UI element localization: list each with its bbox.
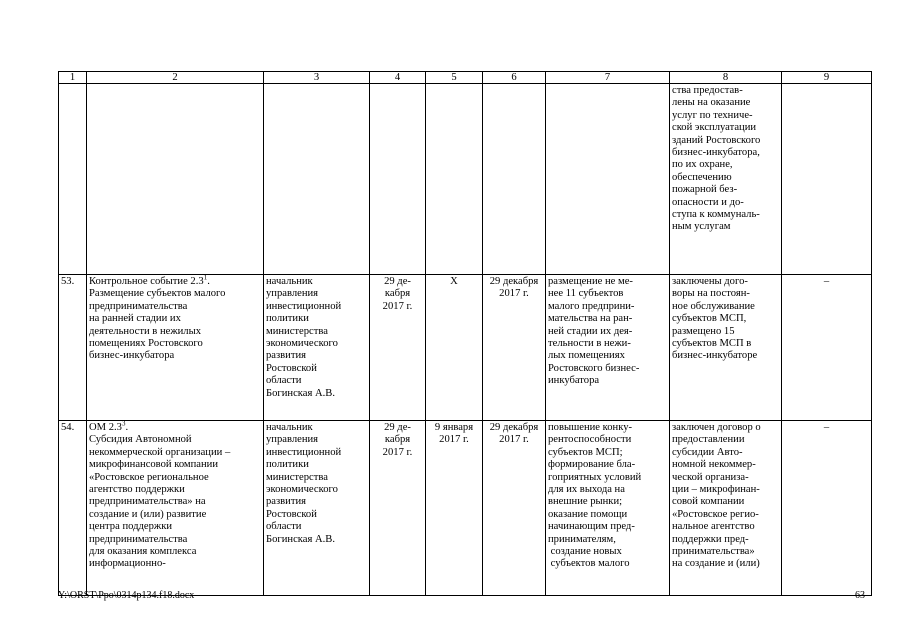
cell-line: X: [450, 276, 458, 287]
cell-line: бизнес-инкубаторе: [672, 350, 758, 362]
cell-note: –: [782, 275, 872, 421]
cell-line: воры на постоян-: [672, 288, 750, 300]
cell-line: на создание и (или): [672, 558, 760, 570]
cell-line: пожарной без-: [672, 184, 738, 196]
table-row-54: [59, 421, 872, 596]
cell-line: ное обслуживание: [672, 300, 755, 312]
cell-line: инвестиционной: [266, 446, 342, 458]
cell-line: 2017 г.: [499, 434, 529, 446]
cell-line: совой компании: [672, 496, 745, 508]
cell-line: субсидии Авто-: [672, 446, 743, 458]
cell-start-date: [426, 275, 483, 421]
cell-line: предпринимательства: [89, 533, 188, 545]
cell-plan-date: [370, 275, 426, 421]
cell-line: обеспечению: [672, 171, 732, 183]
cell-line: управления: [266, 434, 319, 446]
cell-line: политики: [266, 313, 309, 325]
cell-line: ным услугам: [672, 221, 731, 233]
cell-num: [59, 84, 87, 275]
cell-line: лых помещениях: [548, 350, 625, 362]
cell-line: кабря: [384, 288, 411, 300]
cell-line: Богинская А.В.: [266, 533, 335, 545]
cell-expected-result: [546, 84, 670, 275]
cell-line: экономического: [266, 484, 338, 496]
cell-actual-result: [670, 275, 782, 421]
cell-line: 29 де-: [384, 422, 411, 433]
cell-line: рентоспособности: [548, 434, 632, 446]
cell-line: начинающим пред-: [548, 521, 635, 533]
cell-line: инвестиционной: [266, 300, 342, 312]
cell-line: услуг по техниче-: [672, 109, 753, 121]
cell-expected-result: [546, 275, 670, 421]
cell-line: внешние рынки;: [548, 496, 623, 508]
page-number: 63: [855, 590, 865, 601]
cell-line: начальник: [266, 422, 313, 433]
cell-line: агентство поддержки: [89, 484, 185, 496]
cell-line: создание новых: [548, 546, 622, 558]
cell-line: 29 декабря: [489, 422, 539, 433]
cell-line: бизнес-инкубатора,: [672, 147, 760, 159]
header-cell: 8: [670, 72, 782, 84]
cell-line: размещение не ме-: [548, 276, 633, 287]
cell-actual-result: [670, 84, 782, 275]
cell-line: некоммерческой организации –: [89, 446, 231, 458]
cell-line: субъектов малого: [548, 558, 630, 570]
cell-line: помещениях Ростовского: [89, 338, 203, 350]
cell-line: принимателям,: [548, 533, 616, 545]
cell-line: формирование бла-: [548, 459, 636, 471]
table-row-53: [59, 275, 872, 421]
cell-line: размещено 15: [672, 325, 735, 337]
cell-line: заключены дого-: [672, 276, 748, 287]
cell-line: ступа к коммуналь-: [672, 209, 760, 221]
cell-end-date: [483, 84, 546, 275]
cell-plan-date: [370, 84, 426, 275]
event-description: [89, 434, 261, 570]
cell-line: развития: [266, 350, 307, 362]
cell-line: бизнес-инкубатора: [89, 350, 175, 362]
cell-line: поддержки пред-: [672, 533, 749, 545]
cell-line: «Ростовское региональное: [89, 471, 209, 483]
cell-line: 29 де-: [384, 276, 411, 287]
event-title: Контрольное событие $2.3^1$.: [89, 274, 210, 287]
cell-line: создание и (или) развитие: [89, 508, 207, 520]
cell-line: субъектов МСП;: [548, 446, 623, 458]
cell-line: Ростовской: [266, 508, 317, 520]
column-number-row: [59, 72, 872, 84]
cell-line: предпринимательства» на: [89, 496, 206, 508]
event-title: ОМ $2.3^3$.: [89, 420, 129, 433]
cell-line: нальное агентство: [672, 521, 755, 533]
header-cell: 4: [370, 72, 426, 84]
row-number: 53.: [59, 275, 87, 421]
cell-line: начальник: [266, 276, 313, 287]
cell-line: тельности в нежи-: [548, 338, 631, 350]
cell-line: принимательства»: [672, 546, 755, 558]
cell-responsible: [264, 275, 370, 421]
cell-line: Ростовской: [266, 362, 317, 374]
cell-end-date: [483, 421, 546, 596]
cell-line: Субсидия Автономной: [89, 434, 192, 446]
cell-line: на ранней стадии их: [89, 313, 181, 325]
cell-line: субъектов МСП,: [672, 313, 747, 325]
header-cell: 3: [264, 72, 370, 84]
cell-line: Ростовского бизнес-: [548, 362, 640, 374]
cell-line: развития: [266, 496, 307, 508]
cell-line: предоставлении: [672, 434, 745, 446]
cell-line: Богинская А.В.: [266, 387, 335, 399]
header-cell: 7: [546, 72, 670, 84]
cell-line: по их охране,: [672, 159, 733, 171]
cell-line: нее 11 субъектов: [548, 288, 624, 300]
cell-event: [87, 84, 264, 275]
cell-line: министерства: [266, 471, 328, 483]
cell-line: оказание помощи: [548, 508, 628, 520]
header-cell: 1: [59, 72, 87, 84]
cell-start-date: [426, 84, 483, 275]
cell-line: центра поддержки: [89, 521, 173, 533]
cell-line: номной некоммер-: [672, 459, 756, 471]
cell-line: деятельности в нежилых: [89, 325, 202, 337]
table-row-continuation: [59, 84, 872, 275]
cell-event: [87, 421, 264, 596]
cell-line: области: [266, 375, 302, 387]
cell-line: 9 января: [434, 422, 474, 433]
cell-line: 2017 г.: [382, 300, 413, 312]
cell-line: малого предприни-: [548, 300, 635, 312]
header-cell: 2: [87, 72, 264, 84]
cell-line: предпринимательства: [89, 300, 188, 312]
cell-end-date: [483, 275, 546, 421]
cell-line: инкубатора: [548, 375, 600, 387]
event-description: [89, 288, 261, 362]
cell-line: кабря: [384, 434, 411, 446]
cell-line: зданий Ростовского: [672, 134, 761, 146]
cell-line: гоприятных условий: [548, 471, 642, 483]
cell-responsible: [264, 84, 370, 275]
cell-line: ции – микрофинан-: [672, 484, 760, 496]
cell-line: экономического: [266, 338, 338, 350]
cell-line: ней стадии их дея-: [548, 325, 633, 337]
cell-line: для их выхода на: [548, 484, 625, 496]
row-number: 54.: [59, 421, 87, 596]
cell-line: управления: [266, 288, 319, 300]
cell-line: мательства на ран-: [548, 313, 633, 325]
cell-start-date: [426, 421, 483, 596]
cell-line: ческой организа-: [672, 471, 749, 483]
cell-line: политики: [266, 459, 309, 471]
cell-line: ской эксплуатации: [672, 122, 757, 134]
cell-line: субъектов МСП в: [672, 338, 752, 350]
plan-table: [58, 71, 872, 596]
cell-expected-result: [546, 421, 670, 596]
cell-actual-result: [670, 421, 782, 596]
cell-line: 2017 г.: [439, 434, 469, 446]
header-cell: 5: [426, 72, 483, 84]
cell-line: 29 декабря: [489, 276, 539, 287]
cell-line: Размещение субъектов малого: [89, 288, 226, 300]
cell-line: 2017 г.: [382, 446, 413, 458]
cell-event: [87, 275, 264, 421]
cell-line: министерства: [266, 325, 328, 337]
document-file-path: Y:\ORST\Ppo\0314p134.f18.docx: [58, 590, 195, 601]
cell-line: «Ростовское регио-: [672, 508, 759, 520]
cell-line: лены на оказание: [672, 97, 751, 109]
cell-line: информационно-: [89, 558, 166, 570]
cell-line: заключен договор о: [672, 422, 761, 433]
cell-plan-date: [370, 421, 426, 596]
cell-line: опасности и до-: [672, 196, 744, 208]
cell-line: микрофинансовой компании: [89, 459, 219, 471]
cell-note: –: [782, 421, 872, 596]
cell-line: 2017 г.: [499, 288, 529, 300]
cell-note: [782, 84, 872, 275]
cell-line: повышение конку-: [548, 422, 633, 433]
cell-responsible: [264, 421, 370, 596]
cell-line: области: [266, 521, 302, 533]
header-cell: 6: [483, 72, 546, 84]
cell-line: для оказания комплекса: [89, 546, 197, 558]
cell-line: ства предостав-: [672, 85, 743, 96]
header-cell: 9: [782, 72, 872, 84]
